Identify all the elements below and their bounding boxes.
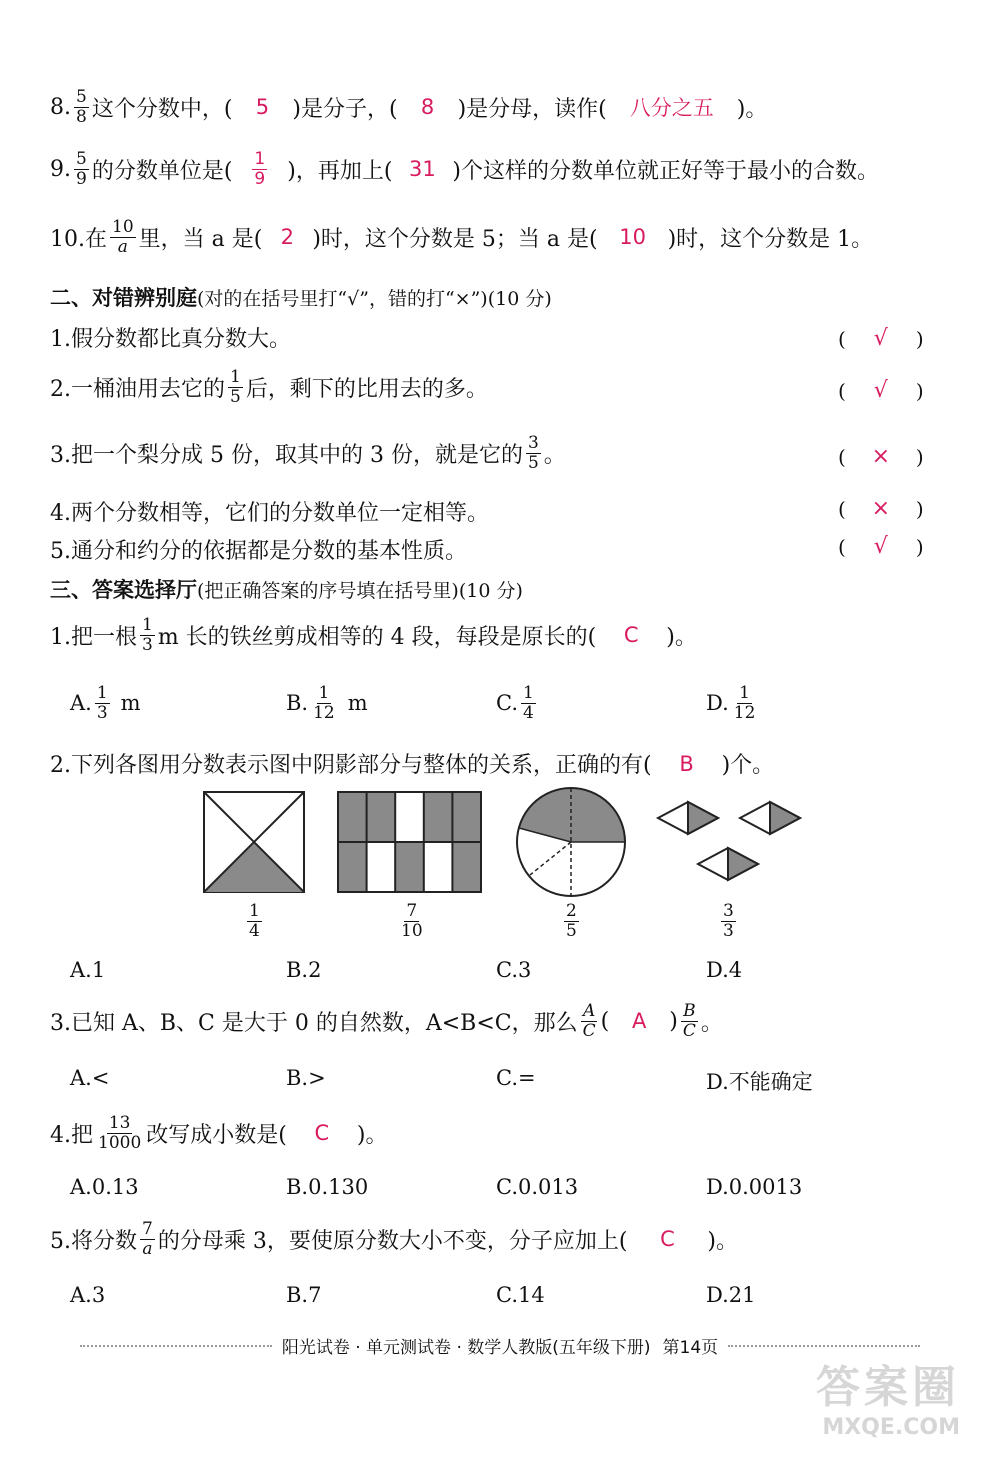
- option-b: B.2: [286, 958, 322, 982]
- answer-fraction: $\frac{1}{9}$: [254, 149, 266, 189]
- question-9: 9. $\frac{5}{9}$ 的分数单位是( $\frac{1}{9}$ )，再加上( 31 )个这样的分数单位就正好等于最小的合数。: [50, 149, 880, 189]
- option-d: D.21: [706, 1283, 756, 1307]
- choice-question-3: 3.已知 A、B、C 是大于 0 的自然数，A<B<C，那么 $\frac{A}{C}$ ( A ) $\frac{B}{C}$ 。: [50, 1001, 723, 1041]
- answer-fill: 2: [280, 225, 295, 250]
- choice-question-1: 1.把一根 $\frac{1}{3}$ m 长的铁丝剪成相等的 4 段，每段是原长的( C )。: [50, 615, 697, 655]
- judge-item: 3.把一个梨分成 5 份，取其中的 3 份，就是它的 $\frac{3}{5}$ 。: [50, 433, 566, 473]
- figure-caption: $\frac{1}{4}$: [249, 901, 260, 941]
- judge-item: 5.通分和约分的依据都是分数的基本性质。: [50, 539, 467, 564]
- answer-fill: 5: [255, 95, 270, 120]
- judge-answer: ( √ ): [838, 326, 924, 351]
- shape-figures: [0, 780, 1000, 900]
- page-number: 第14页: [662, 1338, 719, 1358]
- option-b: B.0.130: [286, 1175, 369, 1199]
- fraction: $\frac{5}{8}$: [76, 87, 87, 127]
- fraction: $\frac{1}{5}$: [230, 367, 241, 407]
- option-a: A.<: [70, 1066, 110, 1090]
- option-d: D.不能确定: [706, 1070, 813, 1094]
- judge-answer: ( × ): [838, 496, 924, 521]
- answer-fill: C: [660, 1227, 675, 1252]
- fraction: $\frac{1}{3}$: [142, 615, 153, 655]
- judge-answer: ( × ): [838, 444, 924, 469]
- option-b: B.7: [286, 1283, 322, 1307]
- option-b: B. $\frac{1}{12}$ m: [286, 683, 368, 723]
- figure-grid: [338, 792, 481, 892]
- fraction: $\frac{10}{a}$: [112, 217, 134, 257]
- figure-caption: $\frac{2}{5}$: [566, 901, 577, 941]
- question-8: 8. $\frac{5}{8}$ 这个分数中，( 5 )是分子，( 8 )是分母，读作( 八分之五 )。: [50, 87, 768, 127]
- answer-fill: A: [632, 1009, 647, 1034]
- option-d: D.0.0013: [706, 1175, 803, 1199]
- option-c: C.=: [496, 1066, 536, 1090]
- footer-title: 阳光试卷 · 单元测试卷 · 数学人教版(五年级下册): [281, 1338, 651, 1358]
- answer-fill: B: [679, 751, 694, 776]
- section-heading: 二、对错辨别庭(对的在括号里打“√”，错的打“×”)(10 分): [50, 286, 552, 310]
- choice-question-4: 4.把 $\frac{13}{1000}$ 改写成小数是( C )。: [50, 1113, 388, 1153]
- figure-caption: $\frac{3}{3}$: [723, 901, 734, 941]
- answer-fill: C: [314, 1121, 330, 1146]
- judge-answer: ( √ ): [838, 378, 924, 403]
- answer-fill: 31: [409, 157, 436, 182]
- fraction: $\frac{3}{5}$: [527, 433, 539, 473]
- option-c: C.0.013: [496, 1175, 579, 1199]
- judge-item: 2.一桶油用去它的 $\frac{1}{5}$ 后，剩下的比用去的多。: [50, 367, 488, 407]
- fraction: $\frac{5}{9}$: [76, 149, 87, 189]
- judge-item: 4.两个分数相等，它们的分数单位一定相等。: [50, 501, 489, 526]
- option-c: C.3: [496, 958, 532, 982]
- option-a: A.1: [70, 958, 106, 982]
- option-b: B.>: [286, 1066, 326, 1090]
- answer-fill: 八分之五: [629, 96, 714, 121]
- figure-caption: $\frac{7}{10}$: [401, 901, 423, 941]
- figure-diamonds: [658, 802, 800, 880]
- answer-fill: C: [623, 623, 639, 648]
- section-heading: 三、答案选择厅(把正确答案的序号填在括号里)(10 分): [50, 578, 523, 602]
- option-d: D.4: [706, 958, 743, 982]
- option-c: C.14: [496, 1283, 545, 1307]
- option-c: C. $\frac{1}{4}$: [496, 683, 534, 723]
- watermark-logo: 答案圈 MXQE.COM: [816, 1362, 960, 1440]
- option-a: A.3: [70, 1283, 106, 1307]
- judge-item: 1.假分数都比真分数大。: [50, 327, 291, 352]
- option-a: A.0.13: [70, 1175, 139, 1199]
- option-d: D. $\frac{1}{12}$: [706, 683, 756, 723]
- figure-circle: [517, 788, 625, 896]
- question-10: 10.在 $\frac{10}{a}$ 里，当 a 是( 2 )时，这个分数是 5；当 a 是( 10 )时，这个分数是 1。: [50, 217, 874, 257]
- figure-square-quarter: [204, 792, 304, 892]
- judge-answer: ( √ ): [838, 534, 924, 559]
- option-a: A. $\frac{1}{3}$ m: [70, 683, 141, 723]
- answer-fill: 10: [619, 225, 646, 250]
- choice-question-5: 5.将分数 $\frac{7}{a}$ 的分母乘 3，要使原分数大小不变，分子应加上( C )。: [50, 1219, 738, 1259]
- choice-question-2: 2.下列各图用分数表示图中阴影部分与整体的关系，正确的有( B )个。: [50, 751, 775, 778]
- page-footer: [70, 1333, 930, 1358]
- answer-fill: 8: [420, 95, 435, 120]
